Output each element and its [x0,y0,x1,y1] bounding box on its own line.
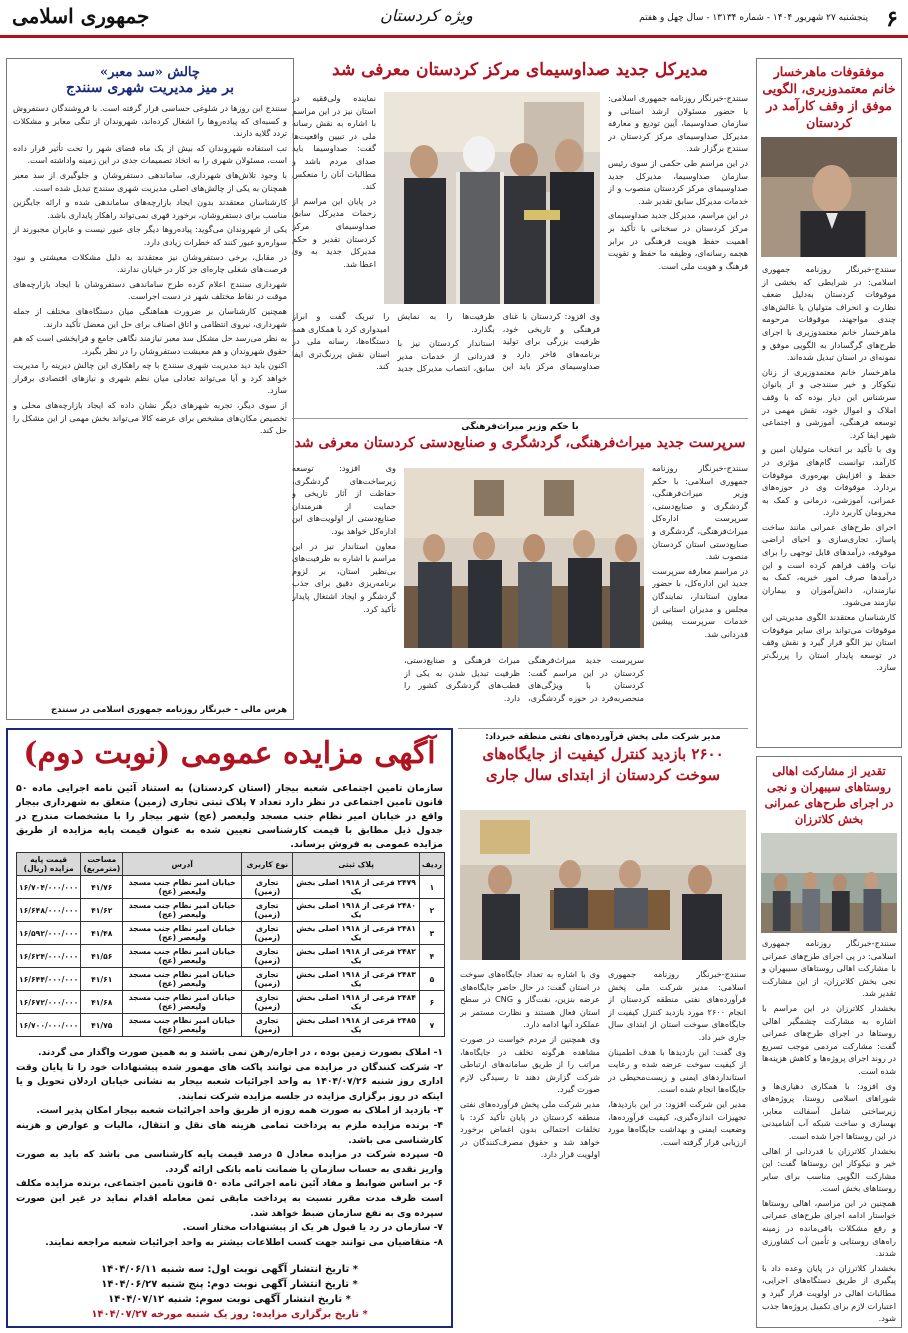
paragraph: ماهرخسار خانم معتمدوزیری از زنان نیکوکار و خیر سنندجی و از بانوان سرشناس این دیار بوده که با وقف املاک و اموال خود، نقش مهمی در توسعه فرهنگی، آموزشی و اجتماعی شهر ایفا کرد. [762,366,896,440]
auction-table-header [17,853,445,876]
term-item: ۳- بازدید از املاک به صورت همه روزه از طریق واحد اجرائیات شعبه بیجار امکان پذیر است. [36,1105,443,1117]
auction-ad-title: آگهی مزایده عمومی (نوبت دوم) [23,736,436,771]
table-cell: تجاری (زمین) [242,991,293,1014]
auction-dates [8,1262,451,1322]
table-cell: ۴۱/۵۶ [81,945,123,968]
table-cell: ۲۴۸۵ فرعی از ۱۹۱۸ اصلی بخش یک [293,1014,419,1037]
term-item: ۷- سازمان در رد یا قبول هر یک از پیشنهادات مختار است. [182,1222,443,1234]
auction-date: * تاریخ برگزاری مزایده: روز یک شنبه مورخه ۱۴۰۴/۰۷/۲۷ [91,1309,368,1320]
publish-date: * تاریخ انتشار آگهی نوبت اول: سه شنبه ۱۴۰۴/۰۶/۱۱ [100,1264,358,1275]
table-row [17,876,445,899]
paragraph: سرپرست جدید میراث‌فرهنگی کردستان در این مراسم گفت: کردستان با ویژگی‌های منحصربه‌فرد در حوزه گردشگری، میراث فرهنگی و صنایع‌دستی، ظرفیت تبدیل شدن به یکی از قطب‌های گردشگری کشور را دارد. [404,655,644,703]
term-item: ۸- متقاضیان می توانند جهت کسب اطلاعات بیشتر به واحد اجرائیات شعبه مراجعه نمایند. [45,1236,443,1248]
paragraph: استاندار کردستان نیز با قدردانی از خدمات مدیر سابق، انتصاب مدیرکل جدید را تبریک گفت و ابراز امیدواری کرد با همکاری همه دستگاه‌ها، رسانه ملی در استان نقش پررنگ‌تری ایفا کند. [292,311,495,374]
story-heritage-kicker: با حکم وزیر میراث‌فرهنگی [461,422,579,432]
story-villages [756,756,902,1328]
story-sidewalk-signature: هرس مالی - خبرنگار روزنامه جمهوری اسلامی در سنندج [51,705,287,715]
paragraph: اکنون باید دید مدیریت شهری سنندج با چه راهکاری این چالش دیرینه را مدیریت خواهد کرد و آیا می‌تواند تعادلی میان نظم شهری و نیازهای اقتصادی برقرار سازد. [13,360,287,396]
paragraph: در این مراسم، مدیرکل جدید صداوسیمای مرکز کردستان در سخنانی با تأکید بر اهمیت حفظ هویت فرهنگی در برابر هجمه رسانه‌ای، وظیفه ما حفظ و تقویت فرهنگ و هویت ملی است. [608,210,748,271]
paragraph: بخشدار کلاترزان در این مراسم با اشاره به مشارکت چشمگیر اهالی روستاها در اجرای طرح‌های عمرانی گفت: مشارکت مردمی موجب تسریع در روند اجرای پروژه‌ها و کاهش هزینه‌ها شده است. [762,1002,896,1076]
masthead [0,0,908,38]
column-header: پلاک ثبتی [293,853,419,876]
paragraph: در مراسم معارفه سرپرست جدید این اداره‌کل، با حضور معاون استاندار، نمایندگان مجلس و مدیران استانی از خدمات سرپرست پیشین قدردانی شد. [652,565,748,639]
paragraph: کارشناسان معتقدند بدون ایجاد بازارچه‌های ساماندهی شده و ارائه جایگزین مناسب برای دستفروشان، برخورد قهری نمی‌تواند راهکار پایداری باشد. [13,197,287,220]
paragraph: در مقابل، برخی دستفروشان نیز معتقدند به دلیل مشکلات معیشتی و نبود فرصت‌های شغلی چاره‌ای جز کار در خیابان ندارند. [13,251,287,275]
paragraph: سنندج-خبرنگار روزنامه جمهوری اسلامی: با حضور مسئولان ارشد استانی و سازمان صداوسیما، آیین تودیع و معارفه مدیرکل صداوسیمای مرکز کردستان در سنندج برگزار شد. [608,93,748,154]
table-cell: ۲۴۸۳ فرعی از ۱۹۱۸ اصلی بخش یک [293,968,419,991]
table-cell: خیابان امیر نظام جنب مسجد ولیعصر (عج) [123,876,242,899]
column-header: ردیف [419,853,444,876]
story-waqf-photo [761,137,897,257]
table-cell: ۱۶/۶۲۴/۰۰۰/۰۰۰ [17,945,81,968]
story-sidewalk-title-1: چالش «سد معبر» [100,65,200,80]
story-sidewalk [6,58,294,720]
term-item: ۱- املاک بصورت زمین بوده ، در اجاره/رهن نمی باشند و به همین صورت واگذار می گردند. [38,1047,443,1058]
table-cell: ۶ [419,991,444,1014]
table-cell: ۲۴۷۹ فرعی از ۱۹۱۸ اصلی بخش یک [293,876,419,899]
table-cell: ۳ [419,922,444,945]
story-broadcast-title: مدیرکل جدید صداوسیمای مرکز کردستان معرفی شد [332,60,708,80]
story-broadcast [292,56,748,416]
table-cell: ۱۶/۷۰۰/۰۰۰/۰۰۰ [17,1014,81,1037]
story-villages-photo [761,833,897,933]
paragraph: وی با تأکید بر انتخاب متولیان امین و کارآمد، توانست گام‌های مؤثری در حفظ و افزایش بهره‌وری موقوفات بردارد. موقوفات وی در حوزه‌های عمرانی، آموزشی، درمانی و کمک به محرومان کاربرد دارد. [762,444,896,518]
paragraph: با وجود تلاش‌های شهرداری، ساماندهی دستفروشان و جلوگیری از سد معبر همچنان به یکی از چالش‌های اصلی مدیریت شهری سنندج تبدیل شده است. [13,169,287,193]
paragraph: وی گفت: این بازدیدها با هدف اطمینان از کیفیت سوخت عرضه شده و رعایت استانداردهای ایمنی و زیست‌محیطی در جایگاه‌ها انجام شده است. [608,1046,746,1095]
story-gas-photo [460,810,746,960]
column-header: آدرس [123,853,242,876]
story-heritage-photo [404,468,644,648]
term-item: ۶- بر اساس ضوابط و مفاد آئین نامه اجرائی ماده ۵۰ قانون تامین اجتماعی، برنده مزایده مکلف است ظرف مدت مقرر نسبت به پرداخت مابقی ثمن معامله اقدام نماید در غیر این صورت سپرده وی به نفع سازمان ضبط خواهد شد. [16,1178,444,1219]
table-cell: ۲۴۸۲ فرعی از ۱۹۱۸ اصلی بخش یک [293,945,419,968]
table-cell: خیابان امیر نظام جنب مسجد ولیعصر (عج) [123,1014,242,1037]
table-cell: تجاری (زمین) [242,876,293,899]
auction-terms [16,1046,443,1250]
paragraph: وی افزود: کردستان با غنای فرهنگی و تاریخی خود، ظرفیت بزرگی برای تولید برنامه‌های فاخر دارد و صداوسیمای مرکز باید این ظرفیت‌ها را به نمایش بگذارد. [397,311,600,372]
story-villages-title: تقدیر از مشارکت اهالی روستاهای سیبهران و نجی در اجرای طرح‌های عمرانی بخش کلاترزان [764,764,894,826]
table-cell: خیابان امیر نظام جنب مسجد ولیعصر (عج) [123,945,242,968]
newspaper-brand: جمهوری اسلامی [12,4,150,28]
paragraph: سنندج-خبرنگار روزنامه جمهوری اسلامی: مدیر شرکت ملی پخش فرآورده‌های نفتی منطقه کردستان از انجام ۲۶۰۰ مورد بازدید کنترل کیفیت از جایگاه‌های سوخت استان از ابتدای سال جاری خبر داد. [608,969,746,1042]
table-cell: ۴۱/۶۱ [81,968,123,991]
table-cell: خیابان امیر نظام جنب مسجد ولیعصر (عج) [123,968,242,991]
table-cell: ۱۶/۶۴۸/۰۰۰/۰۰۰ [17,899,81,922]
paragraph: مدیر شرکت ملی پخش فرآورده‌های نفتی منطقه کردستان در پایان تأکید کرد: با تخلفات احتمالی بدون اغماض برخورد خواهد شد و حقوق مصرف‌کنندگان در اولویت قرار دارد. [460,1098,600,1160]
story-sidewalk-title-2: بر میز مدیریت شهری سنندج [65,80,235,96]
table-cell: ۱۶/۷۰۴/۰۰۰/۰۰۰ [17,876,81,899]
story-gas [458,728,748,1328]
table-cell: ۱۶/۶۷۲/۰۰۰/۰۰۰ [17,991,81,1014]
table-cell: تجاری (زمین) [242,1014,293,1037]
page-number: ۶ [886,6,898,32]
paragraph: یکی از شهروندان می‌گوید: پیاده‌روها دیگر جای عبور نیست و عابران مجبورند از سواره‌رو عبور کنند که خطرات زیادی دارد. [13,224,287,247]
table-cell: ۷ [419,1014,444,1037]
paragraph: بخشدار کلاترزان با قدردانی از اهالی خیر و نیکوکار این روستاها گفت: این مشارکت الگویی مناسب برای سایر روستاهای بخش است. [762,1145,896,1194]
table-cell: ۴۱/۴۸ [81,922,123,945]
table-cell: ۵ [419,968,444,991]
paragraph: مدیر این شرکت افزود: در این بازدیدها، تجهیزات اندازه‌گیری، کیفیت فرآورده‌ها، وضعیت ایمنی و بهداشت جایگاه‌ها مورد ارزیابی قرار گرفته است. [608,1098,746,1147]
paragraph: سنندج این روزها در شلوغی حساسی قرار گرفته است. با فروشندگان دستفروش و کسبه‌ای که پیاده‌روها را اشغال کرده‌اند، شهروندان از تنگی معابر و مشکلات تردد گلایه دارند. [13,103,287,139]
auction-ad-intro: سازمان تامین اجتماعی شعبه بیجار (استان کردستان) به استناد آئین نامه اجرایی ماده ۵۰ قانون تامین اجتماعی در نظر دارد تعداد ۷ پلاک ثبتی تجاری (زمین) متعلق به شهرداری بیجار واقع در خیابان امیر نظام جنب مسجد ولیعصر (عج) شهر بیجار را با مشخصات مندرج در جدول ذیل مطابق با قیمت کارشناسی تعیین شده به عنوان قیمت پایه مزایده از طریق مزایده عمومی به فروش برساند. [16,783,443,850]
table-cell: ۴۱/۷۶ [81,876,123,899]
table-cell: ۴۱/۶۲ [81,899,123,922]
story-gas-kicker: مدیر شرکت ملی پخش فرآورده‌های نفتی منطقه خبرداد: [485,732,721,742]
paragraph: بخشدار کلاترزان در پایان وعده داد با پیگیری از طریق دستگاه‌های اجرایی، مطالبات اهالی در اولویت قرار گیرد و اعتبارات لازم برای تکمیل پروژه‌ها جذب شود. [762,1262,896,1324]
table-row [17,991,445,1014]
table-row [17,922,445,945]
paragraph: سنندج-خبرنگار روزنامه جمهوری اسلامی: در پی اجرای طرح‌های عمرانی با مشارکت اهالی روستاهای سیبهران و نجی بخش کلاترزان، از این مشارکت تقدیر شد. [762,938,896,999]
paragraph: سنندج-خبرنگار روزنامه جمهوری اسلامی: در شرایطی که بخشی از موقوفات کردستان به‌دلیل ضعف نظارت و انحراف متولیان یا غالش‌های چندی مواجهند، موقوفات مرحومه ماهرخسار خانم معتمدوزیری با اجرای طرح‌های گرگسادار به الگویی موفق و نمونه‌ای در استان تبدیل شده‌اند. [762,264,896,363]
column-header: مساحت (مترمربع) [81,853,123,876]
paragraph: شهرداری سنندج اعلام کرده طرح ساماندهی دستفروشان با ایجاد بازارچه‌های موقت در نقاط مختلف شهر در دست اجراست. [13,278,287,302]
paragraph: همچنین در این مراسم، اهالی روستاها خواستار ادامه اجرای طرح‌های عمرانی و رفع مشکلات باقی‌مانده در زمینه راه‌های روستایی و تأمین آب کشاورزی شدند. [762,1197,896,1259]
table-cell: ۲۴۸۴ فرعی از ۱۹۱۸ اصلی بخش یک [293,991,419,1014]
publish-date: * تاریخ انتشار آگهی نوبت سوم: شنبه ۱۴۰۴/۰۷/۱۲ [108,1294,351,1305]
table-cell: ۴۱/۶۸ [81,991,123,1014]
term-item: ۴- برنده مزایده ملزم به پرداخت تمامی هزینه های نقل و انتقال، مالیات و عوارض و هزینه کارشناسی می باشد. [16,1119,443,1146]
publish-date: * تاریخ انتشار آگهی نوبت دوم: پنج شنبه ۱۴۰۴/۰۶/۲۷ [101,1279,358,1290]
table-cell: تجاری (زمین) [242,899,293,922]
story-heritage-title: سرپرست جدید میراث‌فرهنگی، گردشگری و صنایع‌دستی کردستان معرفی شد [294,435,746,451]
paragraph: از سوی دیگر، تجربه شهرهای دیگر نشان داده که ایجاد بازارچه‌های محلی و تخصیص مکان‌های مشخص برای عرضه کالا می‌تواند بخش مهمی از این مشکل را حل کند. [13,400,287,436]
table-cell: تجاری (زمین) [242,945,293,968]
story-broadcast-photo [384,92,600,304]
date-line: پنجشنبه ۲۷ شهریور ۱۴۰۴ - شماره ۱۳۱۳۴ - سال چهل و هفتم [639,13,868,23]
table-cell: خیابان امیر نظام جنب مسجد ولیعصر (عج) [123,991,242,1014]
auction-ad [6,728,453,1328]
table-row [17,945,445,968]
table-cell: خیابان امیر نظام جنب مسجد ولیعصر (عج) [123,899,242,922]
table-cell: ۲۴۸۰ فرعی از ۱۹۱۸ اصلی بخش یک [293,899,419,922]
table-cell: تجاری (زمین) [242,922,293,945]
paragraph: وی همچنین از مردم خواست در صورت مشاهده هرگونه تخلف در جایگاه‌ها، مراتب را از طریق سامانه‌های ارتباطی شرکت گزارش دهند تا رسیدگی لازم صورت گیرد. [460,1033,600,1095]
table-row [17,899,445,922]
section-title: ویژه کردستان [380,6,473,25]
story-waqf-title: موفقوفات ماهرخسار خانم معتمدوزیری، الگویی موفق از وقف کارآمد در کردستان [762,64,896,130]
term-item: ۲- شرکت کنندگان در مزایده می توانند پاکت های مهمور شده پیشنهادات خود را تا پایان وقت اداری روز شنبه ۱۴۰۴/۰۷/۲۶ به واحد اجرائیات شعبه بیجار به نشانی خیابان اردلان تحویل و یا اینکه در روز برگزاری مزایده در جلسه مزایده شرکت نمایند. [16,1061,443,1102]
story-waqf [756,58,902,748]
paragraph: وی افزود: با همکاری دهیاری‌ها و شوراهای اسلامی روستا، پروژه‌های زیرساختی شامل آسفالت معابر، بهسازی و ساخت شبکه آب آشامیدنی در این روستاها اجرا شده است. [762,1080,896,1141]
paragraph: وی با اشاره به تعداد جایگاه‌های سوخت در استان گفت: در حال حاضر جایگاه‌های عرضه بنزین، نفت‌گاز و CNG در سطح استان فعال هستند و نظارت مستمر بر عملکرد آنها ادامه دارد. [460,969,600,1030]
paragraph: نماینده ولی‌فقیه در استان نیز در این مراسم با اشاره به نقش رسانه ملی در تبیین واقعیت‌ها گفت: صداوسیما باید صدای مردم باشد و مطالبات آنان را منعکس کند. [292,93,376,192]
paragraph: در این مراسم طی حکمی از سوی رئیس سازمان صداوسیما، مدیرکل جدید صداوسیمای مرکز کردستان منصوب و از خدمات مدیرکل سابق تقدیر شد. [608,157,748,206]
paragraph: کارشناسان معتقدند الگوی مدیریتی این موقوفات می‌تواند برای سایر موقوفات استان نیز الگو قرار گیرد و نقش وقف در توسعه پایدار استان را پررنگ‌تر سازد. [762,612,896,673]
paragraph: تب استفاده شهروندان که بیش از یک ماه فضای شهر را تحت تأثیر قرار داده است، مسئولان شهری را به اتخاذ تصمیمات جدی در این زمینه واداشته است. [13,142,287,166]
table-cell: تجاری (زمین) [242,968,293,991]
term-item: ۵- سپرده شرکت در مزایده معادل ۵ درصد قیمت پایه کارشناسی می باشد که باید به صورت واریز نقدی به حساب سازمان یا ضمانت نامه بانکی ارائه گردد. [16,1149,443,1175]
paragraph: در پایان این مراسم از زحمات مدیرکل سابق صداوسیمای مرکز کردستان تقدیر و حکم مدیرکل جدید به وی اعطا شد. [292,195,376,269]
paragraph: سنندج-خبرنگار روزنامه جمهوری اسلامی: با حکم وزیر میراث‌فرهنگی، گردشگری و صنایع‌دستی، سرپرست اداره‌کل میراث‌فرهنگی، گردشگری و صنایع‌دستی استان کردستان منصوب شد. [652,463,748,562]
column-header: نوع کاربری [242,853,293,876]
table-cell: ۱ [419,876,444,899]
table-row [17,1014,445,1037]
paragraph: به نظر می‌رسد حل مشکل سد معبر نیازمند نگاهی جامع و فرابخشی است که هم حقوق شهروندان و هم معیشت دستفروشان را در نظر بگیرد. [13,333,287,356]
table-cell: ۱۶/۶۴۴/۰۰۰/۰۰۰ [17,968,81,991]
table-cell: ۲ [419,899,444,922]
table-cell: ۴ [419,945,444,968]
story-heritage [292,418,748,720]
paragraph: همچنین کارشناسان بر ضرورت هماهنگی میان دستگاه‌های مختلف از جمله شهرداری، نیروی انتظامی و اتاق اصناف برای حل این معضل تأکید دارند. [13,305,287,329]
table-cell: خیابان امیر نظام جنب مسجد ولیعصر (عج) [123,922,242,945]
column-header: قیمت پایه مزایده (ریال) [17,853,81,876]
paragraph: وی افزود: توسعه زیرساخت‌های گردشگری، حفاظت از آثار تاریخی و حمایت از هنرمندان صنایع‌دستی از اولویت‌های این اداره‌کل خواهد بود. [292,463,396,536]
auction-table [16,852,445,1037]
table-row [17,968,445,991]
paragraph: اجرای طرح‌های عمرانی مانند ساخت پاساژ، تجاری‌سازی و احیای اراضی موقوفه، درآمدهای قابل توجهی را برای نیات واقف فراهم کرده است و این درآمدها صرف امور خیریه، کمک به نیازمندان، دانش‌آموزان و بیماران نیازمند می‌شود. [762,521,896,608]
table-cell: ۱۶/۵۹۲/۰۰۰/۰۰۰ [17,922,81,945]
paragraph: معاون استاندار نیز در این مراسم با اشاره به ظرفیت‌های بی‌نظیر استان، بر لزوم برنامه‌ریزی دقیق برای جذب گردشگر و ایجاد اشتغال پایدار تأکید کرد. [292,540,396,614]
story-gas-title: ۲۶۰۰ بازدید کنترل کیفیت از جایگاه‌های سوخت کردستان از ابتدای سال جاری [482,745,724,784]
table-cell: ۲۴۸۱ فرعی از ۱۹۱۸ اصلی بخش یک [293,922,419,945]
table-cell: ۴۱/۷۵ [81,1014,123,1037]
